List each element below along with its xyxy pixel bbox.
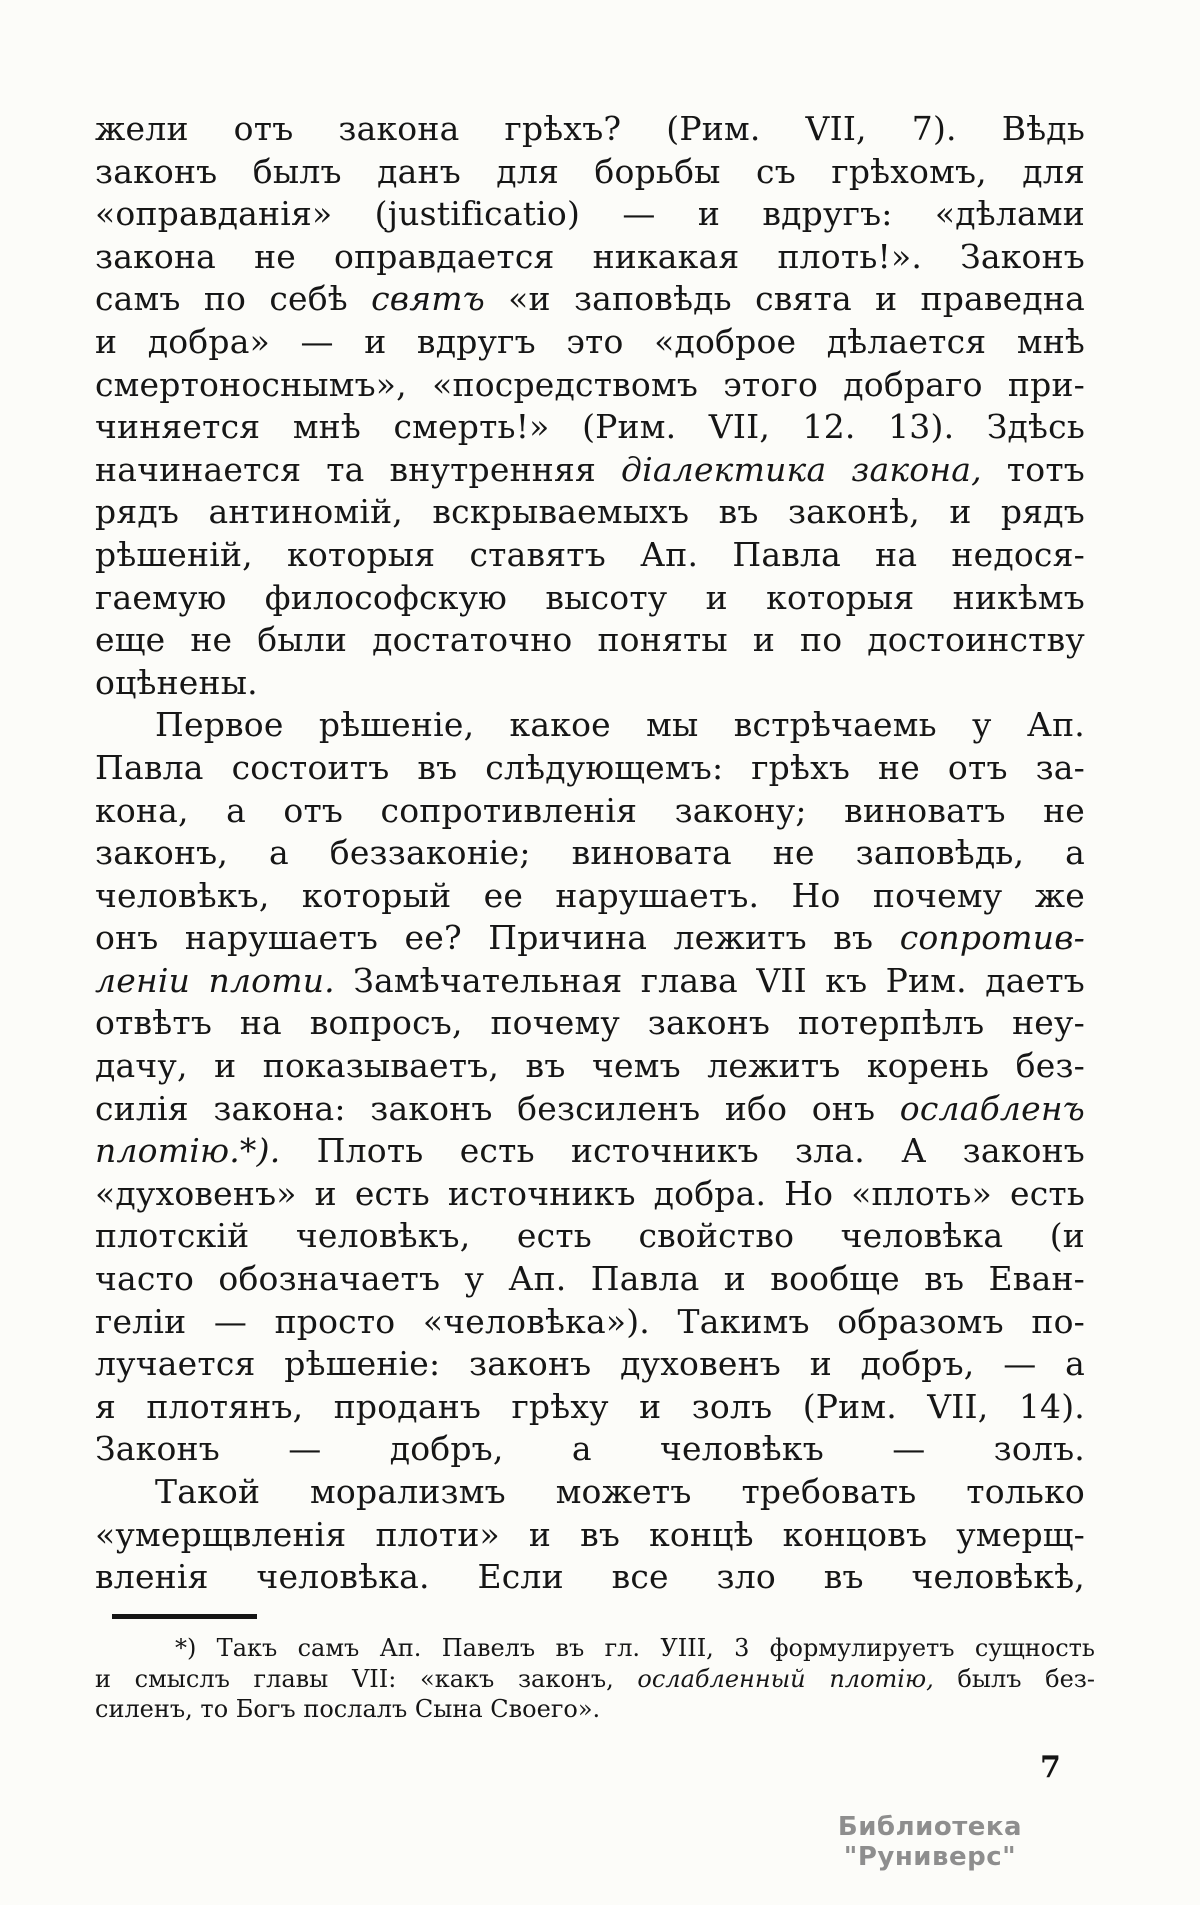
text-segment: геліи — просто «человѣка»). Такимъ образомъ по- xyxy=(95,1301,1085,1341)
text-line xyxy=(95,790,1085,833)
text-segment: *) Такъ самъ Ап. Павелъ въ гл. УІІІ, 3 формулируетъ сущность xyxy=(175,1634,1095,1662)
text-line xyxy=(95,1088,1085,1131)
main-text xyxy=(95,108,1085,1599)
text-segment: Такой морализмъ можетъ требовать только xyxy=(155,1472,1085,1511)
text-line xyxy=(95,875,1085,918)
text-line xyxy=(95,151,1085,194)
text-line xyxy=(95,1428,1085,1471)
italic-text-segment: ослабленный плотію, xyxy=(637,1664,934,1693)
text-line xyxy=(95,1694,1095,1725)
text-segment: отвѣтъ на вопросъ, почему законъ потерпѣлъ неу- xyxy=(95,1003,1085,1043)
text-segment: «духовенъ» и есть источникъ добра. Но «плоть» есть xyxy=(95,1173,1085,1213)
text-line xyxy=(95,491,1085,534)
text-segment: Павла состоитъ въ слѣдующемъ: грѣхъ не отъ за- xyxy=(95,747,1085,787)
text-line xyxy=(95,619,1085,662)
text-segment: еще не были достаточно поняты и по достоинству xyxy=(95,620,1085,660)
text-segment: силія закона: законъ безсиленъ ибо онъ xyxy=(95,1088,900,1128)
text-segment: силенъ, то Богъ послалъ Сына Своего». xyxy=(95,1695,601,1723)
text-segment: рядъ антиномій, вскрываемыхъ въ законѣ, и рядъ xyxy=(95,492,1085,532)
text-line xyxy=(95,960,1085,1003)
text-line xyxy=(95,1130,1085,1173)
text-segment: тотъ xyxy=(981,449,1085,489)
italic-text-segment: ослабленъ xyxy=(899,1088,1085,1128)
text-segment: дачу, и показываетъ, въ чемъ лежитъ корень без- xyxy=(95,1046,1085,1086)
text-segment: и смыслъ главы VII: «какъ законъ, xyxy=(95,1664,638,1693)
text-segment: я плотянъ, проданъ грѣху и золъ (Рим. VII, 14). xyxy=(95,1386,1085,1426)
footnote xyxy=(95,1633,1095,1725)
text-line xyxy=(95,406,1085,449)
text-line xyxy=(95,832,1085,875)
text-segment: лучается рѣшеніе: законъ духовенъ и добръ, — а xyxy=(95,1344,1085,1384)
text-line xyxy=(95,278,1085,321)
text-segment: былъ без- xyxy=(933,1664,1096,1693)
text-segment: закона не оправдается никакая плоть!». Законъ xyxy=(95,236,1085,276)
text-segment: чиняется мнѣ смерть!» (Рим. VII, 12. 13). Здѣсь xyxy=(95,407,1085,447)
text-segment: жели отъ закона грѣхъ? (Рим. VII, 7). Вѣдь xyxy=(95,109,1085,148)
text-segment: Замѣчательная глава VII къ Рим. даетъ xyxy=(334,960,1085,1000)
italic-text-segment: плотію.*). xyxy=(95,1131,281,1171)
text-line xyxy=(95,108,1085,151)
text-line xyxy=(95,193,1085,236)
text-line xyxy=(95,1173,1085,1216)
text-segment: и добра» — и вдругъ это «доброе дѣлается мнѣ xyxy=(95,321,1085,361)
text-line xyxy=(95,1045,1085,1088)
text-line xyxy=(95,1386,1085,1429)
text-line xyxy=(95,1215,1085,1258)
text-segment: плотскій человѣкъ, есть свойство человѣка (и xyxy=(95,1216,1085,1256)
text-line xyxy=(95,747,1085,790)
text-line xyxy=(95,917,1085,960)
text-line xyxy=(95,1471,1085,1514)
text-segment: вленія человѣка. Если все зло въ человѣкѣ, xyxy=(95,1557,1085,1597)
page-number: 7 xyxy=(1040,1750,1061,1785)
text-line xyxy=(95,236,1085,279)
text-line xyxy=(95,321,1085,364)
text-segment: оцѣнены. xyxy=(95,662,258,702)
italic-text-segment: діалектика закона, xyxy=(621,449,982,489)
text-segment: онъ нарушаетъ ее? Причина лежитъ въ xyxy=(95,918,900,958)
text-segment: «и заповѣдь свята и праведна xyxy=(484,279,1085,319)
text-line xyxy=(95,1664,1095,1695)
text-segment: самъ по себѣ xyxy=(95,279,372,319)
text-line xyxy=(95,449,1085,492)
text-segment: смертоноснымъ», «посредствомъ этого добраго при- xyxy=(95,364,1085,404)
text-line xyxy=(95,1258,1085,1301)
text-line xyxy=(95,1556,1085,1599)
text-segment: гаемую философскую высоту и которыя никѣмъ xyxy=(95,577,1085,617)
text-segment: человѣкъ, который ее нарушаетъ. Но почему же xyxy=(95,875,1085,915)
footnote-rule xyxy=(112,1614,257,1619)
text-segment: законъ былъ данъ для борьбы съ грѣхомъ, для xyxy=(95,151,1085,191)
text-segment: законъ, а беззаконіе; виновата не заповѣдь, а xyxy=(95,833,1085,873)
text-line xyxy=(95,1343,1085,1386)
text-line xyxy=(95,1301,1085,1344)
text-line xyxy=(95,364,1085,407)
text-line xyxy=(95,1633,1095,1664)
italic-text-segment: сопротив- xyxy=(899,918,1085,958)
library-watermark: Библиотека "Руниверс" xyxy=(837,1812,1023,1872)
text-segment: «оправданія» (justificatio) — и вдругъ: «дѣлами xyxy=(95,194,1085,234)
text-segment: часто обозначаетъ у Ап. Павла и вообще въ Еван- xyxy=(95,1259,1085,1299)
text-line xyxy=(95,662,1085,705)
italic-text-segment: святъ xyxy=(371,279,485,319)
text-segment: начинается та внутренняя xyxy=(95,449,621,489)
text-line xyxy=(95,704,1085,747)
text-segment: Законъ — добръ, а человѣкъ — золъ. xyxy=(95,1429,1085,1469)
text-segment: Плоть есть источникъ зла. А законъ xyxy=(280,1131,1085,1171)
italic-text-segment: леніи плоти. xyxy=(95,960,335,1000)
text-line xyxy=(95,577,1085,620)
text-line xyxy=(95,534,1085,577)
text-segment: «умерщвленія плоти» и въ концѣ концовъ умерщ- xyxy=(95,1514,1085,1554)
text-segment: Первое рѣшеніе, какое мы встрѣчаемь у Ап. xyxy=(155,705,1085,745)
text-line xyxy=(95,1514,1085,1557)
text-segment: кона, а отъ сопротивленія закону; виноватъ не xyxy=(95,790,1085,830)
text-line xyxy=(95,1002,1085,1045)
text-segment: рѣшеній, которыя ставятъ Ап. Павла на недося- xyxy=(95,534,1085,574)
